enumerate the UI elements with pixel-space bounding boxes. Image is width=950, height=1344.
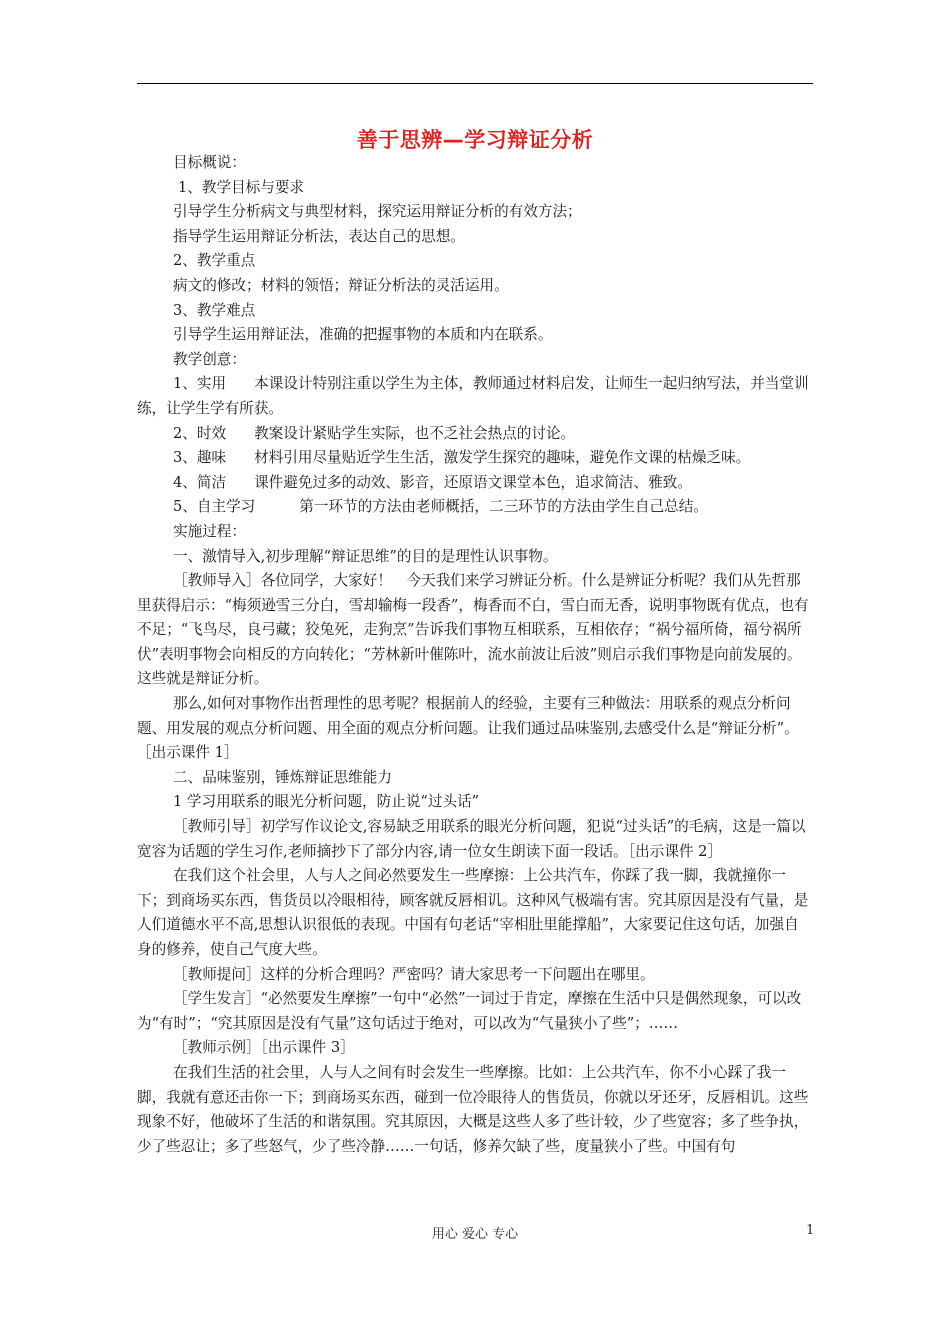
part2-heading: 二、品味鉴别，锤炼辩证思维能力 xyxy=(173,768,392,786)
creativity-4-label: 4、简洁 xyxy=(173,473,227,491)
part2-para5: ［教师示例］［出示课件 3］ xyxy=(173,1039,355,1057)
part1-heading: 一、激情导入,初步理解“辩证思维”的目的是理性认识事物。 xyxy=(173,547,558,565)
creativity-3-label: 3、趣味 xyxy=(173,449,227,467)
goal-3-heading: 3、教学难点 xyxy=(173,301,256,319)
part2-para1: ［教师引导］初学写作议论文,容易缺乏用联系的眼光分析问题，犯说“过头话”的毛病，这是一篇以宽容为话题的学生习作,老师摘抄下了部分内容,请一位女生朗读下面一段话。［出示课件 2］ xyxy=(137,818,806,860)
document-body xyxy=(137,151,813,1159)
goal-2-text: 病文的修改；材料的领悟；辩证分析法的灵活运用。 xyxy=(173,276,509,294)
part2-para6: 在我们生活的社会里，人与人之间有时会发生一些摩擦。比如：上公共汽车，你不小心踩了我一脚，我就有意还击你一下；到商场买东西，碰到一位冷眼待人的售货员，你就以牙还牙，反唇相讥。这些现象不好，他破坏了生活的和谐氛围。究其原因，大概是这些人多了些计较，少了些宽容；多了些争执，少了些忍让；多了些怒气，少了些冷静……一句话，修养欠缺了些，度量狭小了些。中国有句 xyxy=(137,1063,809,1155)
creativity-2-label: 2、时效 xyxy=(173,424,227,442)
creativity-item-5 xyxy=(137,495,813,520)
creativity-1-text: 本课设计特别注重以学生为主体，教师通过材料启发，让师生一起归纳写法，并当堂训练，让学生学有所获。 xyxy=(137,375,809,417)
footer-text: 用心 爱心 专心 xyxy=(431,1227,519,1242)
creativity-item-1 xyxy=(137,372,813,421)
creativity-5-label: 5、自主学习 xyxy=(173,498,256,516)
creativity-3-text: 材料引用尽量贴近学生生活，激发学生探究的趣味，避免作文课的枯燥乏味。 xyxy=(254,449,751,467)
part2-para3: ［教师提问］这样的分析合理吗？严密吗？请大家思考一下问题出在哪里。 xyxy=(173,965,655,983)
goal-1-line1: 引导学生分析病文与典型材料，探究运用辩证分析的有效方法； xyxy=(173,203,582,221)
creativity-5-text: 第一环节的方法由老师概括，二三环节的方法由学生自己总结。 xyxy=(299,498,708,516)
goal-overview: 目标概说： xyxy=(173,154,246,171)
creativity-item-2 xyxy=(137,422,813,447)
creativity-item-3 xyxy=(137,446,813,471)
header-rule xyxy=(137,83,813,84)
goal-1-line2: 指导学生运用辩证分析法，表达自己的思想。 xyxy=(173,227,465,245)
part1-para2: 那么,如何对事物作出哲理性的思考呢？根据前人的经验，主要有三种做法：用联系的观点分析问题、用发展的观点分析问题、用全面的观点分析问题。让我们通过品味鉴别,去感受什么是“辩证分析”。［出示课件 1］ xyxy=(137,695,799,762)
creativity-1-label: 1、实用 xyxy=(173,375,227,393)
part2-para2: 在我们这个社会里，人与人之间必然要发生一些摩擦：上公共汽车，你踩了我一脚，我就撞你一下；到商场买东西，售货员以冷眼相待，顾客就反唇相讥。这种风气极端有害。究其原因是没有气量，是人们道德水平不高,思想认识很低的表现。中国有句老话“宰相肚里能撑船”，大家要记住这句话，加强自身的修养，使自己气度大些。 xyxy=(137,867,809,958)
part2-sub1: 1 学习用联系的眼光分析问题，防止说“过头话” xyxy=(173,793,480,811)
goal-3-text: 引导学生运用辩证法，准确的把握事物的本质和内在联系。 xyxy=(173,326,553,344)
creativity-4-text: 课件避免过多的动效、影音，还原语文课堂本色，追求简洁、雅致。 xyxy=(254,473,692,491)
creativity-heading: 教学创意： xyxy=(173,350,246,368)
creativity-2-text: 教案设计紧贴学生实际，也不乏社会热点的讨论。 xyxy=(254,424,576,442)
goal-2-heading: 2、教学重点 xyxy=(173,252,256,270)
creativity-item-4 xyxy=(137,471,813,496)
goal-1-heading: 1、教学目标与要求 xyxy=(178,178,305,196)
part1-para1: ［教师导入］各位同学，大家好！ 今天我们来学习辨证分析。什么是辨证分析呢？我们从先哲那里获得启示：“梅须逊雪三分白，雪却输梅一段香”，梅香而不白，雪白而无香，说明事物既有优点，也有不足；“飞鸟尽，良弓藏；狡兔死，走狗烹”告诉我们事物互相联系，互相依存；“祸兮福所倚，福兮祸所伏”表明事物会向相反的方向转化；“芳林新叶催陈叶，流水前波让后波”则启示我们事物是向前发展的。这些就是辩证分析。 xyxy=(137,572,809,688)
process-heading: 实施过程： xyxy=(173,522,246,540)
document-title: 善于思辨—学习辩证分析 xyxy=(356,128,594,152)
part2-para4: ［学生发言］“必然要发生摩擦”一句中“必然”一词过于肯定，摩擦在生活中只是偶然现象，可以改为“有时”；“究其原因是没有气量”这句话过于绝对，可以改为“气量狭小了些”；…… xyxy=(137,990,802,1032)
page-number: 1 xyxy=(806,1223,815,1238)
